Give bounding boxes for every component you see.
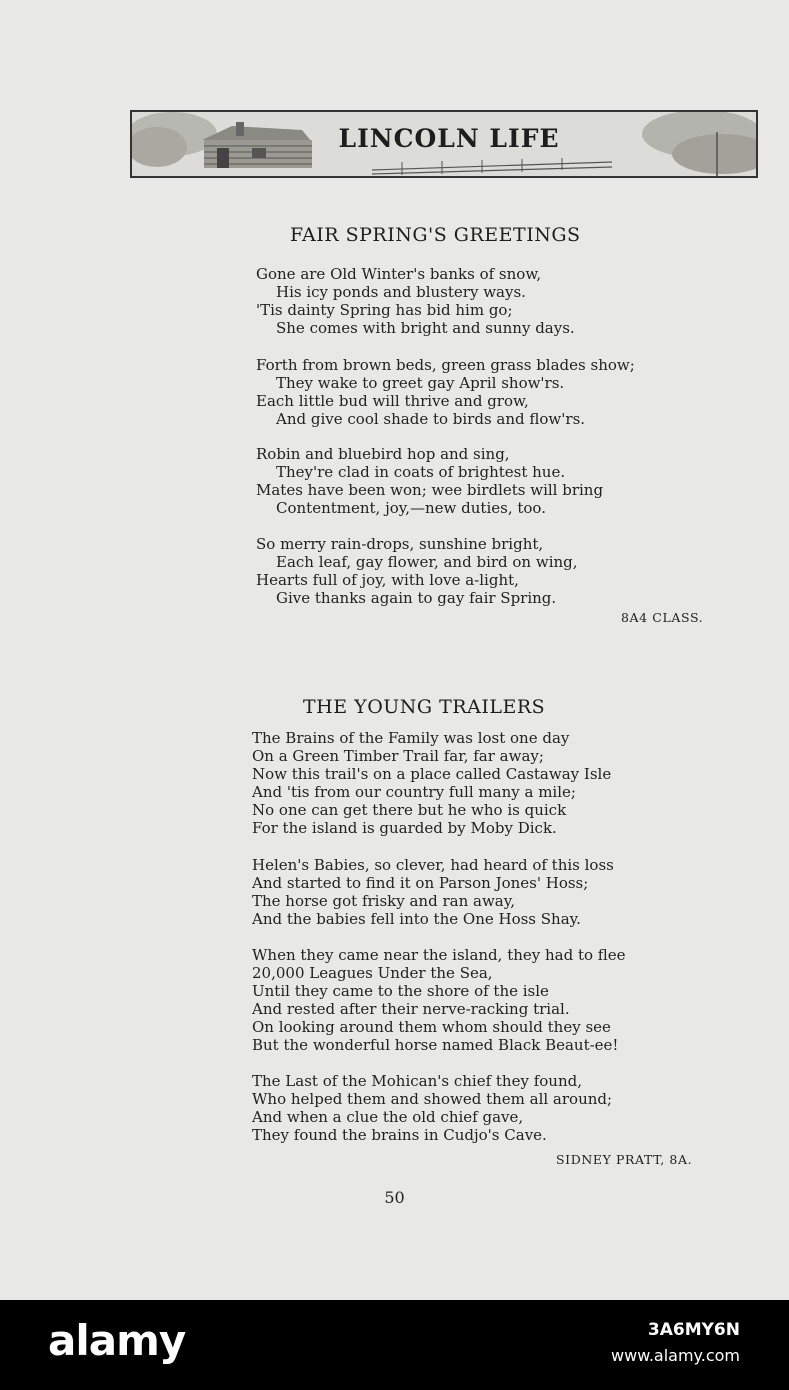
poem-stanza [256,265,575,337]
poem-stanza [256,535,578,607]
poem-line: The Last of the Mohican's chief they found, [252,1072,582,1090]
poem-line: But the wonderful horse named Black Beaut-ee! [252,1036,619,1054]
poem-line: His icy ponds and blustery ways. [276,283,526,301]
poem-line: Who helped them and showed them all around; [252,1090,613,1108]
poem-line: 20,000 Leagues Under the Sea, [252,964,493,982]
poem-line: And 'tis from our country full many a mile; [252,783,576,801]
poem-line: Gone are Old Winter's banks of snow, [256,265,542,283]
poem-line: Mates have been won; wee birdlets will bring [256,481,604,499]
poem-line: Helen's Babies, so clever, had heard of this loss [252,856,614,874]
poem-line: And started to find it on Parson Jones' Hoss; [252,874,589,892]
poem-stanza [252,856,614,928]
poem-line: Each little bud will thrive and grow, [256,392,529,410]
poem-line: Until they came to the shore of the isle [252,982,549,1000]
poem-line: 'Tis dainty Spring has bid him go; [256,301,513,319]
poem-line: For the island is guarded by Moby Dick. [252,819,557,837]
poem-line: She comes with bright and sunny days. [276,319,575,337]
poem-line: Give thanks again to gay fair Spring. [276,589,557,607]
poem-line: On looking around them whom should they see [252,1018,611,1036]
banner-title: LINCOLN LIFE [320,124,578,154]
poem-line: Hearts full of joy, with love a-light, [256,571,519,589]
poem-line: On a Green Timber Trail far, far away; [252,747,544,765]
poem-line: The horse got frisky and ran away, [252,892,515,910]
poem-title: THE YOUNG TRAILERS [303,696,546,718]
poem-stanza [252,1072,612,1144]
poem-line: When they came near the island, they had to flee [252,946,626,964]
image-id: 3A6MY6N [647,1320,740,1340]
poem-stanza [256,356,635,428]
poem-line: And the babies fell into the One Hoss Shay. [252,910,581,928]
poem-line: So merry rain-drops, sunshine bright, [256,535,544,553]
poem-line: Forth from brown beds, green grass blades show; [256,356,635,374]
poem-line: Robin and bluebird hop and sing, [256,445,510,463]
poem-line: They wake to greet gay April show'rs. [276,374,565,392]
poem-stanza [256,445,603,517]
poem-line: And give cool shade to birds and flow'rs. [276,410,586,428]
poem-signature: SIDNEY PRATT, 8A. [556,1152,693,1167]
page-number: 50 [384,1188,405,1207]
watermark-url: www.alamy.com [611,1346,740,1365]
poem-line: They found the brains in Cudjo's Cave. [252,1126,547,1144]
poem-signature: 8A4 CLASS. [621,610,704,625]
poem-line: They're clad in coats of brightest hue. [276,463,566,481]
poem-line: The Brains of the Family was lost one day [252,729,570,747]
poem-line: And rested after their nerve-racking trial. [252,1000,570,1018]
poem-line: Contentment, joy,—new duties, too. [276,499,546,517]
poem-line: And when a clue the old chief gave, [252,1108,524,1126]
poem-line: No one can get there but he who is quick [252,801,567,819]
lincoln-life-banner [130,110,758,178]
poem-line: Each leaf, gay flower, and bird on wing, [276,553,578,571]
poem-stanza [252,946,626,1054]
poem-title: FAIR SPRING'S GREETINGS [290,224,581,246]
alamy-logo: alamy [48,1316,186,1365]
poem-stanza [252,729,611,837]
poem-line: Now this trail's on a place called Castaway Isle [252,765,612,783]
